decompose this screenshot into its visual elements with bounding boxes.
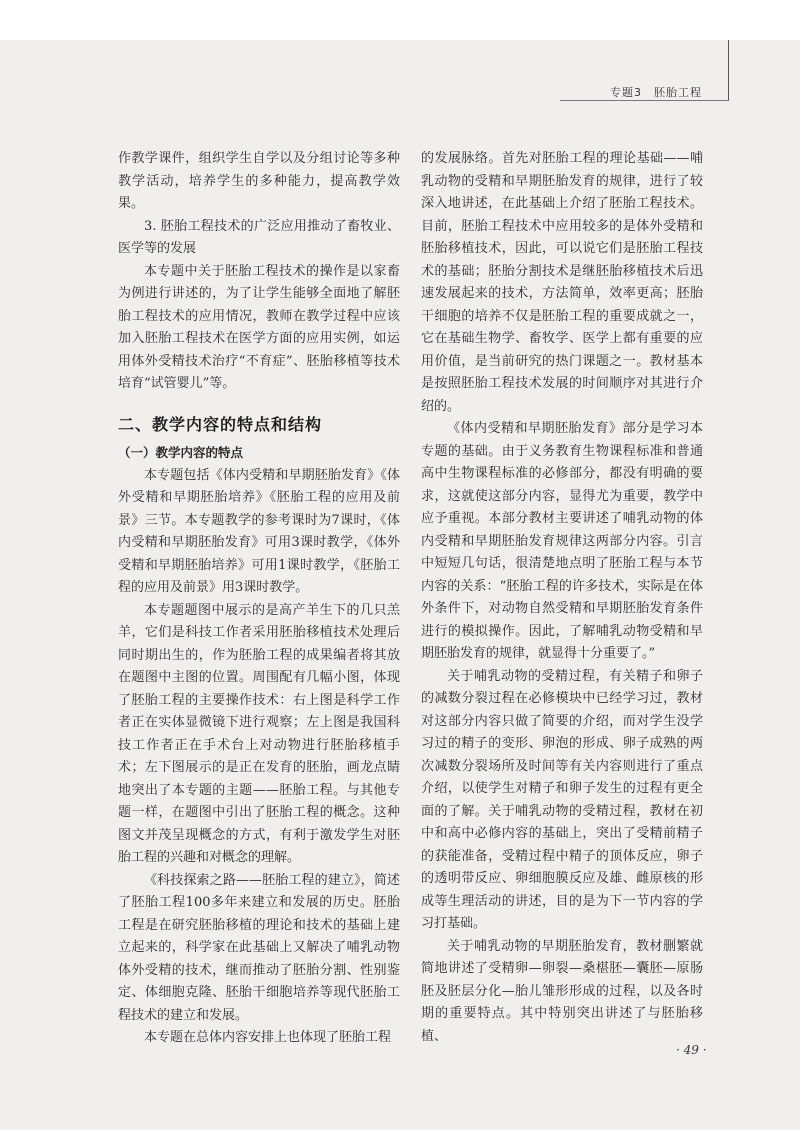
paragraph: 《体内受精和早期胚胎发育》部分是学习本专题的基础。由于义务教育生物课程标准和普通高中生物课程标准的必修部分，都没有明确的要求，这就使这部分内容，显得尤为重要，教学中应予重视。本部分教材主要讲述了哺乳动物的体内受精和早期胚胎发育规律这两部分内容。引言中短短几句话，很清楚地点明了胚胎工程与本节内容的关系：“胚胎工程的许多技术，实际是在体外条件下，对动物自然受精和早期胚胎发育条件进行的模拟操作。因此，了解哺乳动物受精和早期胚胎发育的规律，就显得十分重要了。” [421, 421, 703, 661]
section-heading: 二、教学内容的特点和结构 [118, 414, 323, 434]
paragraph: 本专题在总体内容安排上也体现了胚胎工程 [144, 1030, 392, 1045]
running-header: 专题3 胚胎工程 [610, 86, 702, 99]
document-page [0, 40, 800, 1130]
paragraph: 作教学课件，组织学生自学以及分组讨论等多种教学活动，培养学生的多种能力，提高教学效果。 [118, 151, 400, 211]
right-column [421, 148, 703, 1048]
paragraph: 本专题中关于胚胎工程技术的操作是以家畜为例进行讲述的，为了让学生能够全面地了解胚胎工程技术的应用情况，教师在教学过程中应该加入胚胎工程技术在医学方面的应用实例，如运用体外受精技术治疗“不育症”、胚胎移植等技术培育“试管婴儿”等。 [118, 263, 400, 391]
header-rule-vertical [728, 40, 729, 100]
page-number: · 49 · [676, 1043, 707, 1057]
paragraph: 本专题题图中展示的是高产羊生下的几只羔羊，它们是科技工作者采用胚胎移植技术处理后同时期出生的，作为胚胎工程的成果编者将其放在题图中主图的位置。周围配有几幅小图，体现了胚胎工程的主要操作技术：右上图是科学工作者正在实体显微镜下进行观察；左上图是我国科技工作者正在手术台上对动物进行胚胎移植手术；左下图展示的是正在发育的胚胎，画龙点睛地突出了本专题的主题——胚胎工程。与其他专题一样，在题图中引出了胚胎工程的概念。这种图文并茂呈现概念的方式，有利于激发学生对胚胎工程的兴趣和对概念的理解。 [118, 602, 400, 865]
paragraph: 关于哺乳动物的受精过程，有关精子和卵子的减数分裂过程在必修模块中已经学习过，教材对这部分内容只做了简要的介绍，而对学生没学习过的精子的变形、卵泡的形成、卵子成熟的两次减数分裂场所及时间等有关内容则进行了重点介绍，以使学生对精子和卵子发生的过程有更全面的了解。关于哺乳动物的受精过程，教材在初中和高中必修内容的基础上，突出了受精前精子的获能准备，受精过程中精子的顶体反应，卵子的透明带反应、卵细胞膜反应及雄、雌原核的形成等生理活动的讲述，目的是为下一节内容的学习打基础。 [421, 668, 703, 931]
subsection-heading: （一）教学内容的特点 [118, 445, 244, 460]
paragraph: 的发展脉络。首先对胚胎工程的理论基础——哺乳动物的受精和早期胚胎发育的规律，进行了较深入地讲述，在此基础上介绍了胚胎工程技术。目前，胚胎工程技术中应用较多的是体外受精和胚胎移植技术，因此，可以说它们是胚胎工程技术的基础；胚胎分割技术是继胚胎移植技术后迅速发展起来的技术，方法简单，效率更高；胚胎干细胞的培养不仅是胚胎工程的重要成就之一，它在基础生物学、畜牧学、医学上都有重要的应用价值，是当前研究的热门课题之一。教材基本是按照胚胎工程技术发展的时间顺序对其进行介绍的。 [421, 151, 703, 414]
left-column [118, 148, 400, 1050]
header-rule-horizontal [560, 100, 729, 101]
paragraph: 《科技探索之路——胚胎工程的建立》，简述了胚胎工程100多年来建立和发展的历史。胚胎工程是在研究胚胎移植的理论和技术的基础上建立起来的，科学家在此基础上又解决了哺乳动物体外受精的技术，继而推动了胚胎分割、性别鉴定、体细胞克隆、胚胎干细胞培养等现代胚胎工程技术的建立和发展。 [118, 872, 400, 1023]
paragraph: 关于哺乳动物的早期胚胎发育，教材删繁就简地讲述了受精卵—卵裂—桑椹胚—囊胚—原肠胚及胚层分化—胎儿雏形形成的过程，以及各时期的重要特点。其中特别突出讲述了与胚胎移植、 [421, 938, 703, 1044]
paragraph: 3. 胚胎工程技术的广泛应用推动了畜牧业、医学等的发展 [118, 218, 400, 256]
paragraph: 本专题包括《体内受精和早期胚胎发育》《体外受精和早期胚胎培养》《胚胎工程的应用及前景》三节。本专题教学的参考课时为7课时，《体内受精和早期胚胎发育》可用3课时教学，《体外受精和早期胚胎培养》可用1课时教学，《胚胎工程的应用及前景》用3课时教学。 [118, 467, 400, 595]
